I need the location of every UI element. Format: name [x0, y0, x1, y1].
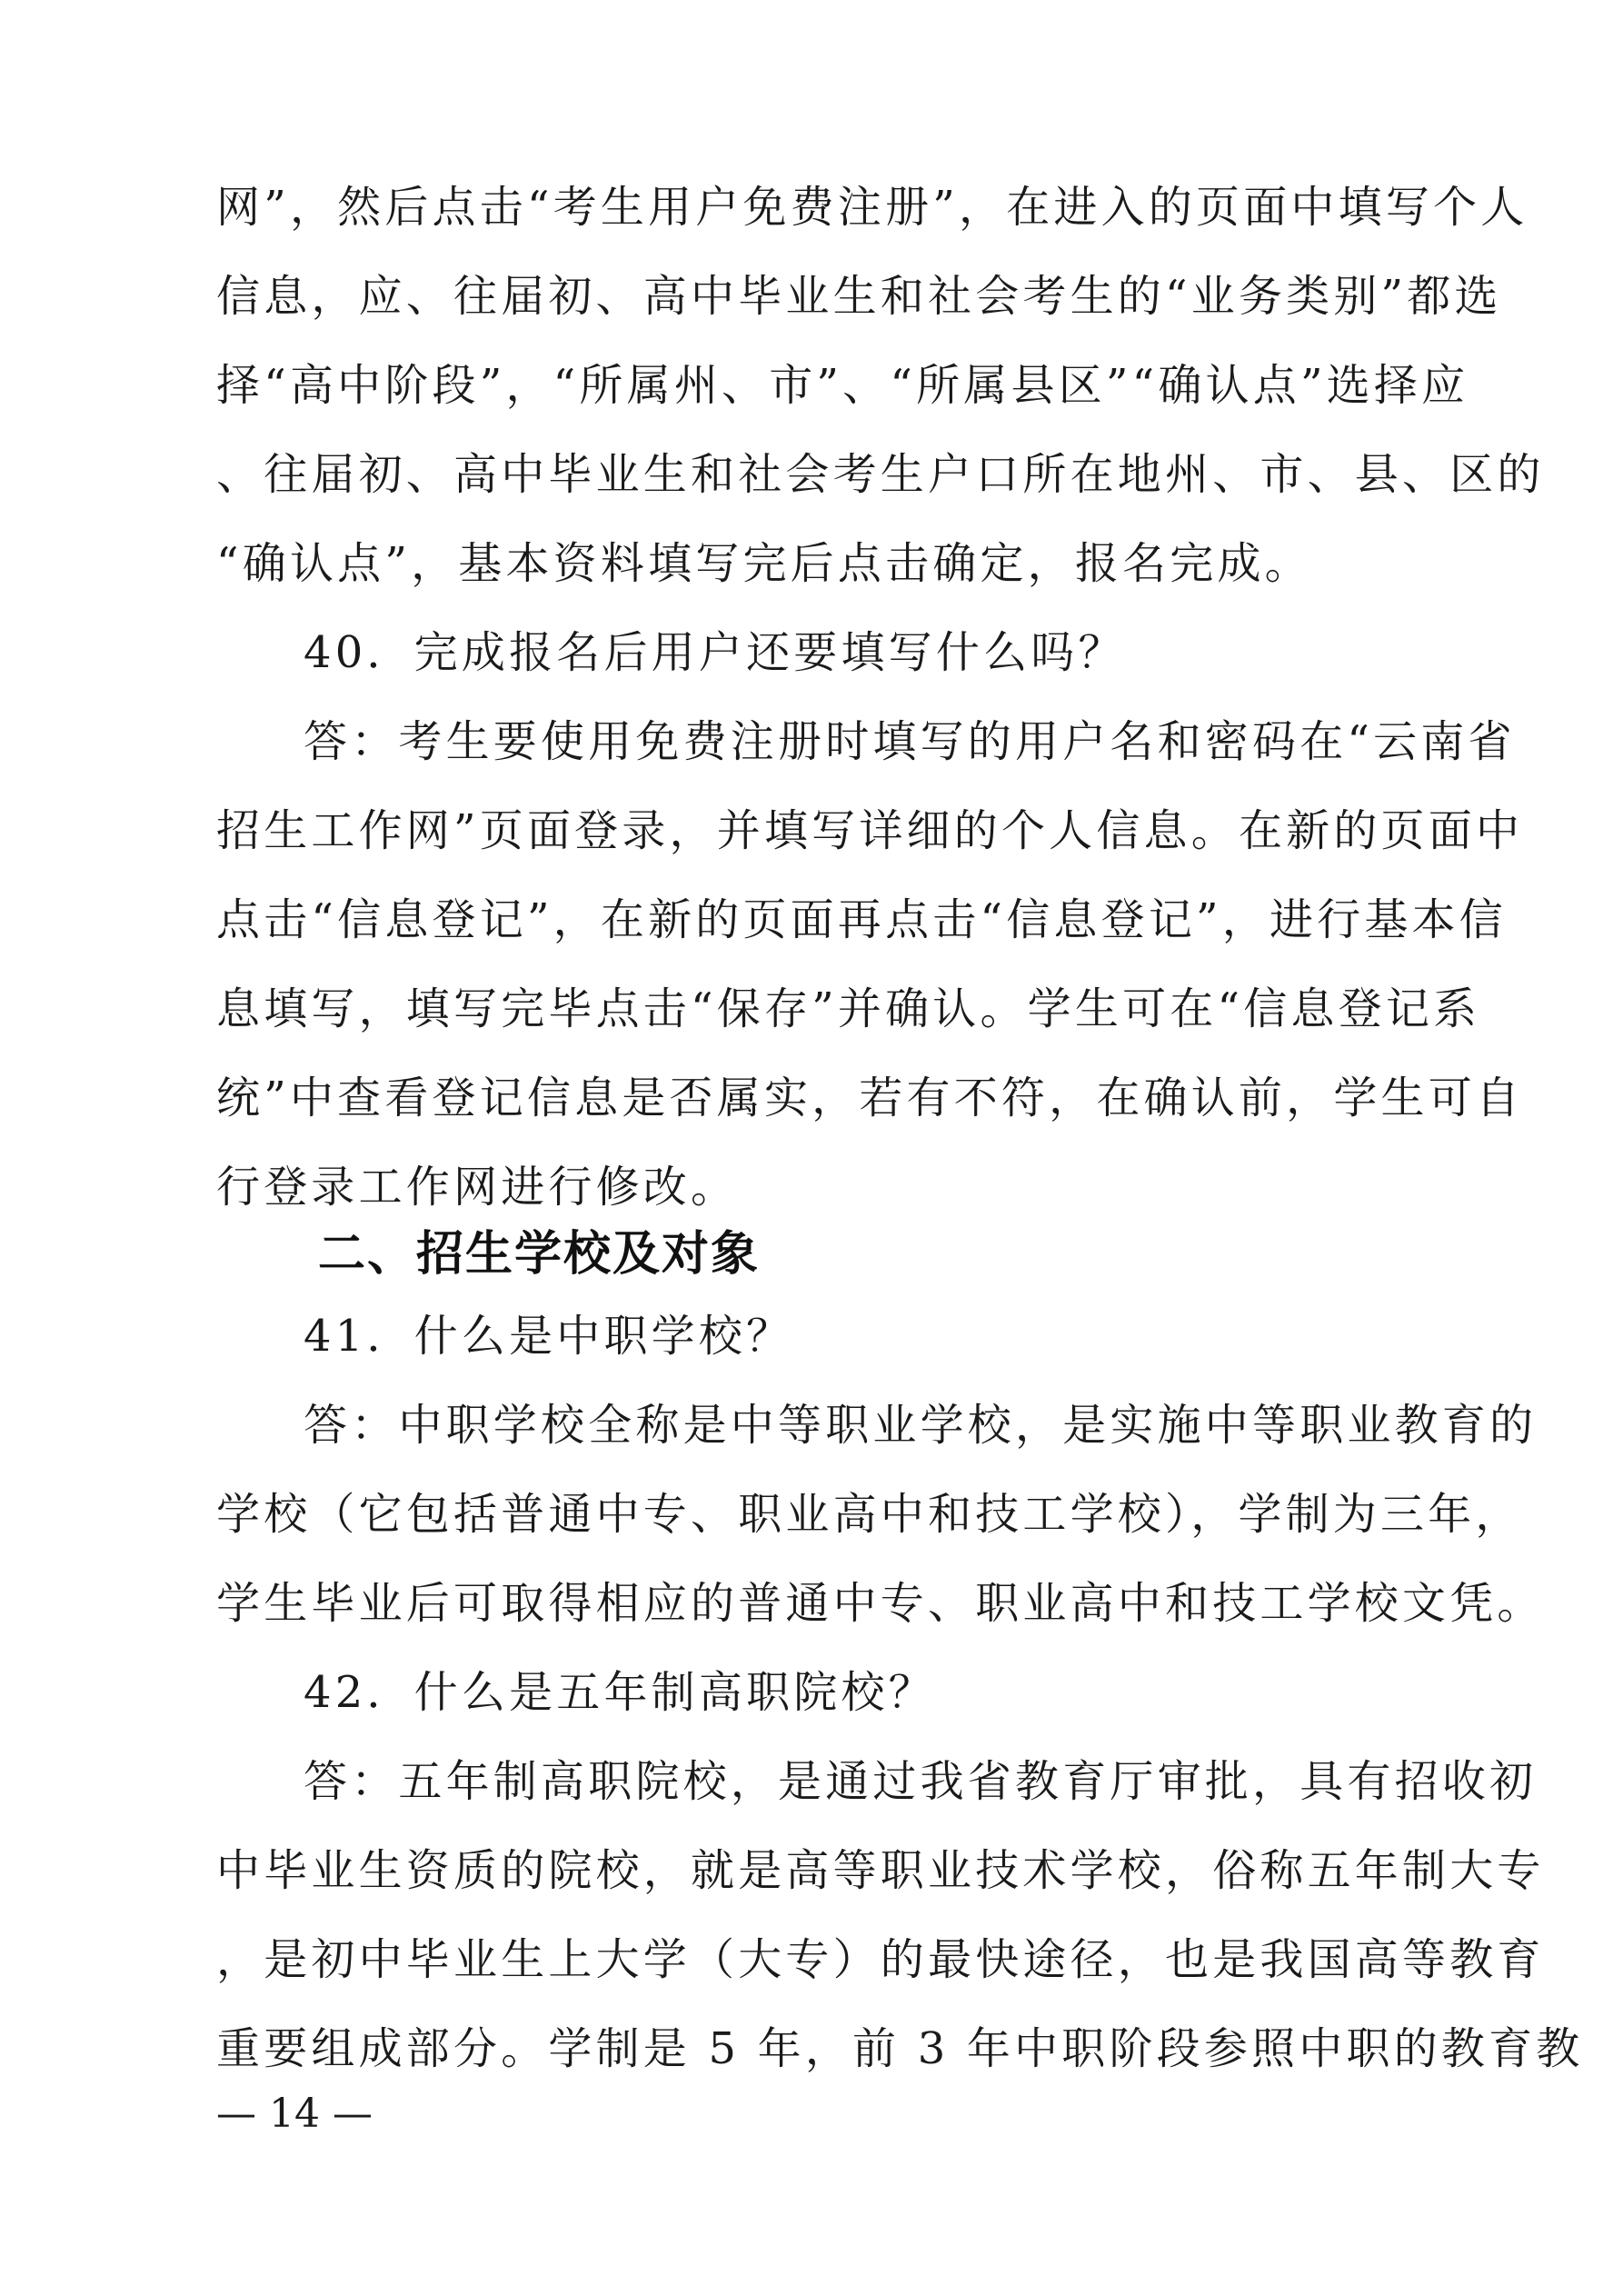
answer-line: 答：五年制高职院校，是通过我省教育厅审批，具有招收初 — [304, 1756, 1538, 1807]
answer-line: 行登录工作网进行修改。 — [216, 1162, 739, 1213]
answer-line: 招生工作网”页面登录，并填写详细的个人信息。在新的页面中 — [216, 805, 1524, 856]
paragraph-line: 、往届初、高中毕业生和社会考生户口所在地州、市、县、区的 — [216, 449, 1545, 500]
answer-line: ，是初中毕业生上大学（大专）的最快途径，也是我国高等教育 — [216, 1934, 1545, 1985]
answer-line: 答：中职学校全称是中等职业学校，是实施中等职业教育的 — [304, 1400, 1538, 1451]
answer-line: 中毕业生资质的院校，就是高等职业技术学校，俗称五年制大专 — [216, 1845, 1545, 1896]
question-41: 41．什么是中职学校？ — [304, 1311, 794, 1362]
answer-line: 重要组成部分。学制是 5 年，前 3 年中职阶段参照中职的教育教 — [216, 2023, 1584, 2074]
answer-line: 学校（它包括普通中专、职业高中和技工学校），学制为三年， — [216, 1489, 1523, 1540]
answer-line: 答：考生要使用免费注册时填写的用户名和密码在“云南省 — [304, 716, 1516, 767]
answer-line: 统”中查看登记信息是否属实，若有不符，在确认前，学生可自 — [216, 1073, 1524, 1123]
question-40: 40．完成报名后用户还要填写什么吗？ — [304, 627, 1126, 678]
paragraph-line: 网”，然后点击“考生用户免费注册”，在进入的页面中填写个人 — [216, 182, 1528, 233]
answer-line: 点击“信息登记”，在新的页面再点击“信息登记”，进行基本信 — [216, 894, 1507, 945]
page-number: — 14 — — [216, 2091, 373, 2137]
answer-line: 息填写，填写完毕点击“保存”并确认。学生可在“信息登记系 — [216, 983, 1481, 1034]
question-42: 42．什么是五年制高职院校？ — [304, 1667, 936, 1718]
paragraph-line: 择“高中阶段”，“所属州、市”、“所属县区”“确认点”选择应 — [216, 360, 1469, 411]
section-heading: 二、招生学校及对象 — [318, 1227, 761, 1282]
paragraph-line: 信息，应、往届初、高中毕业生和社会考生的“业务类别”都选 — [216, 271, 1502, 322]
paragraph-line: “确认点”，基本资料填写完后点击确定，报名完成。 — [216, 538, 1312, 589]
answer-line: 学生毕业后可取得相应的普通中专、职业高中和技工学校文凭。 — [216, 1578, 1545, 1629]
